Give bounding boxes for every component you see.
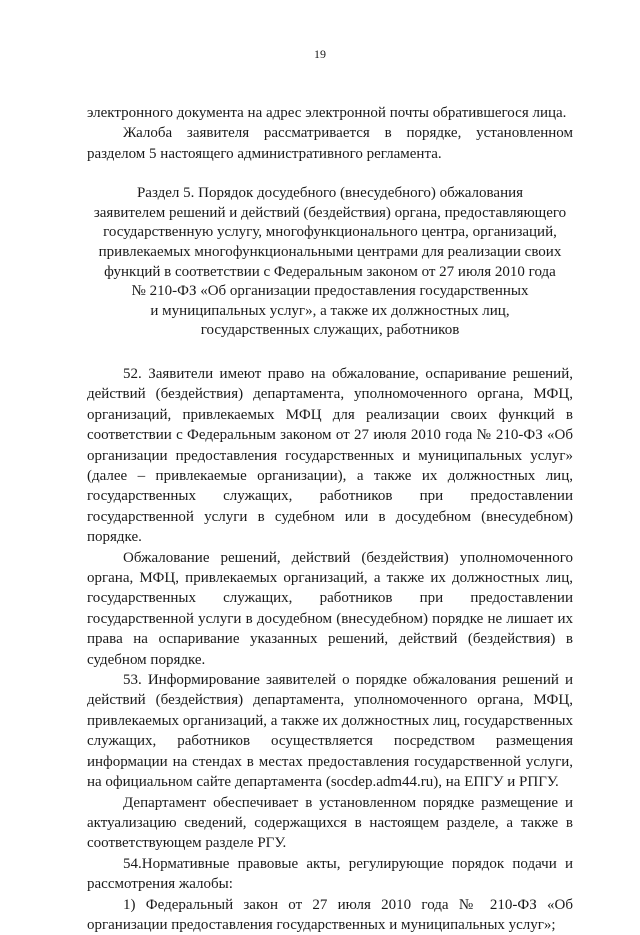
heading-line: функций в соответствии с Федеральным законом от 27 июля 2010 года xyxy=(104,263,556,280)
heading-line: государственных служащих, работников xyxy=(200,322,460,339)
paragraph: электронного документа на адрес электронной почты обратившегося лица. xyxy=(87,105,567,121)
heading-line: и муниципальных услуг», а также их должностных лиц, xyxy=(150,302,510,319)
page-number: 19 xyxy=(314,47,326,61)
list-item-54-1: 1) Федеральный закон от 27 июля 2010 года № 210-ФЗ «Об организации предоставления государственных и муниципальных услуг»; xyxy=(87,896,573,933)
paragraph-52-continued: Обжалование решений, действий (бездействия) уполномоченного органа, МФЦ, привлекаемых организаций, а также их должностных лиц, государственных служащих, работников при предоставлении государственной услуги в досудебном (внесудебном) порядке не лишает их права на оспаривание указанных решений, действий (бездействия) в судебном порядке. xyxy=(87,549,573,668)
document-body xyxy=(87,103,573,935)
heading-line: привлекаемых многофункциональными центрами для реализации своих xyxy=(98,244,562,260)
heading-line: № 210-ФЗ «Об организации предоставления государственных xyxy=(131,283,529,300)
heading-line: Раздел 5. Порядок досудебного (внесудебного) обжалования xyxy=(136,185,524,202)
heading-line: заявителем решений и действий (бездействия) органа, предоставляющего xyxy=(93,204,567,221)
paragraph-52: 52. Заявители имеют право на обжалование, оспаривание решений, действий (бездействия) департамента, уполномоченного органа, МФЦ, организаций, привлекаемых МФЦ для реализации своих функций в соответствии с Федеральным законом от 27 июля 2010 года № 210-ФЗ «Об организации предоставления государственных и муниципальных услуг» (далее – привлекаемые организации), а также их должностных лиц, государственных служащих, работников при предоставлении государственной услуги в судебном или в досудебном (внесудебном) порядке. xyxy=(87,365,573,546)
heading-line: государственную услугу, многофункционального центра, организаций, xyxy=(103,224,557,241)
paragraph: Жалоба заявителя рассматривается в порядке, установленном разделом 5 настоящего административного регламента. xyxy=(87,125,573,162)
paragraph-53: 53. Информирование заявителей о порядке обжалования решений и действий (бездействия) департамента, уполномоченного органа, МФЦ, привлекаемых организаций, а также их должностных лиц, государственных служащих, работников осуществляется посредством размещения информации на стендах в местах предоставления государственной услуги, на официальном сайте департамента (socdep.adm44.ru), на ЕПГУ и РПГУ. xyxy=(87,672,573,791)
paragraph-54: 54.Нормативные правовые акты, регулирующие порядок подачи и рассмотрения жалобы: xyxy=(87,855,573,893)
section-heading xyxy=(87,184,573,341)
paragraph-53-continued: Департамент обеспечивает в установленном порядке размещение и актуализацию сведений, содержащихся в настоящем разделе, а также в соответствующем разделе РГУ. xyxy=(87,794,573,852)
